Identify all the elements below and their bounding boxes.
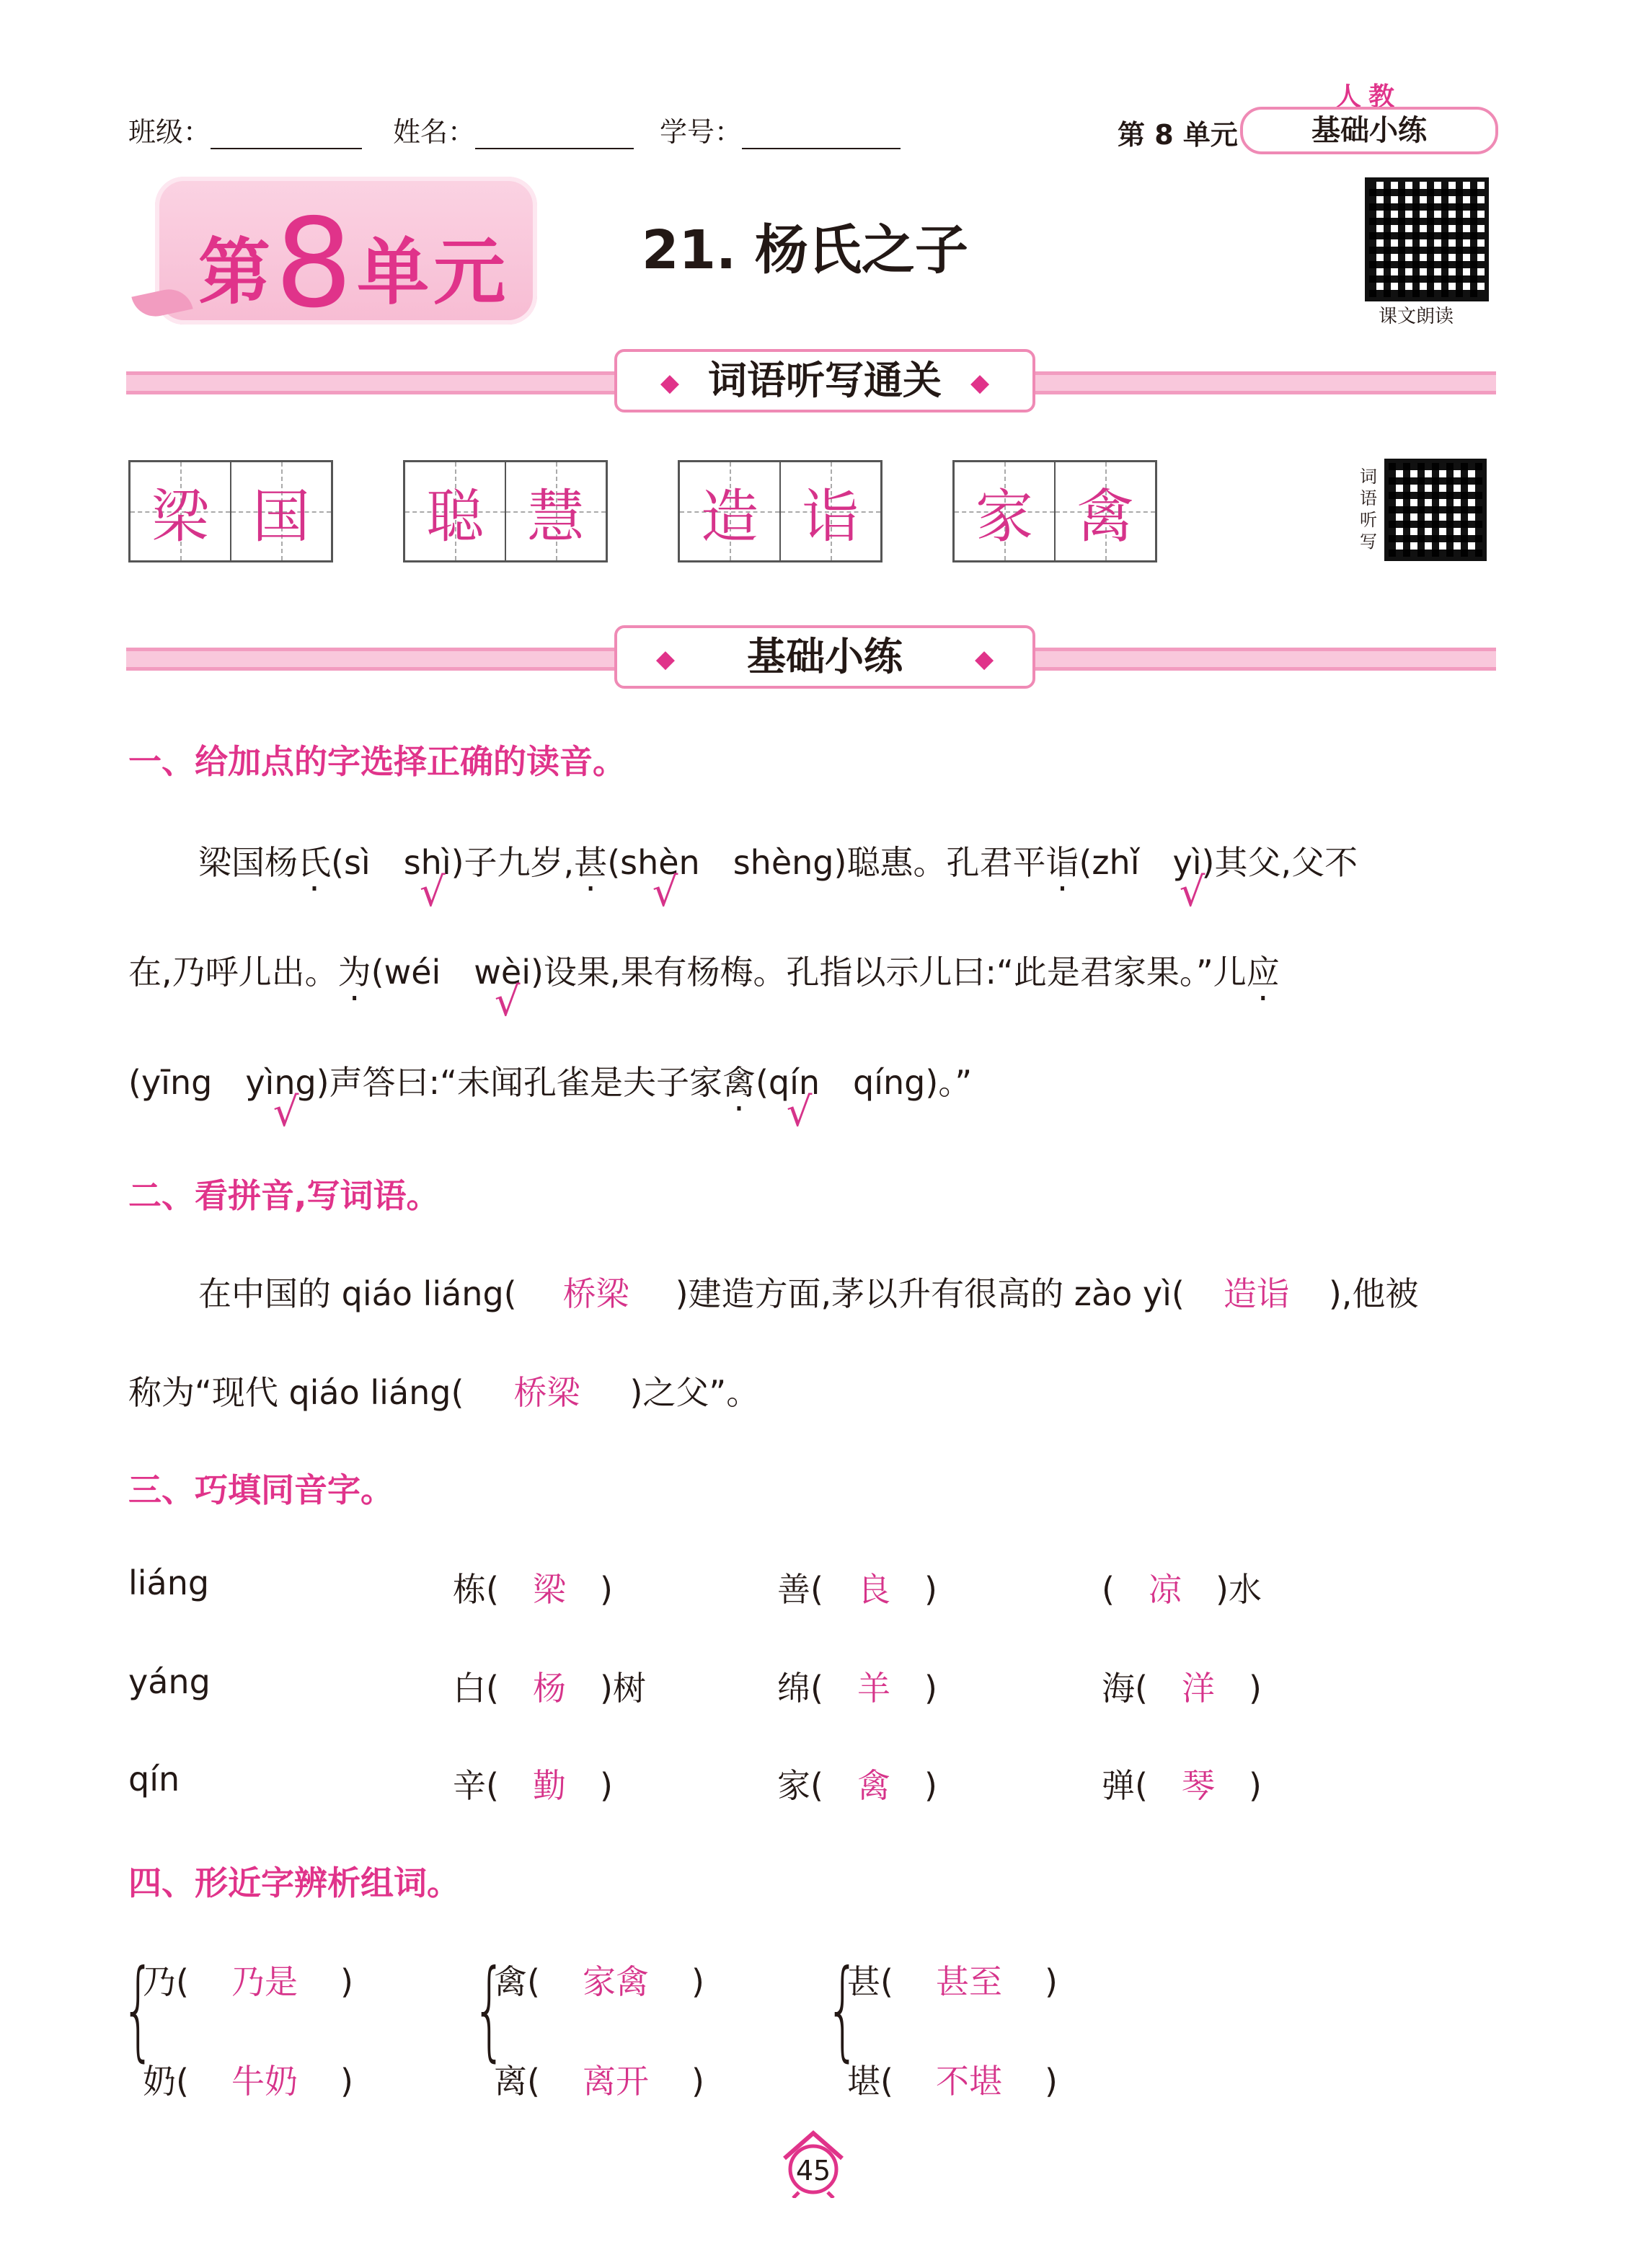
- answer-text[interactable]: 禽: [857, 1766, 890, 1805]
- qr-code-dictation-icon[interactable]: [1384, 459, 1487, 561]
- word-grid: [128, 460, 333, 562]
- check-mark-icon: √: [786, 1089, 813, 1136]
- unit-label: 第 8 单元: [1118, 119, 1238, 151]
- grid-cell: 梁: [130, 462, 231, 560]
- q4-item: 乃( 乃是 ): [143, 1956, 353, 2003]
- question-4-title: 四、形近字辨析组词。: [128, 1863, 460, 1902]
- answer-text[interactable]: 不堪: [935, 2062, 1002, 2101]
- answer-text[interactable]: 良: [857, 1570, 890, 1609]
- leaf-icon: [131, 285, 193, 321]
- class-line[interactable]: [211, 116, 362, 149]
- answer-text[interactable]: 勤: [532, 1766, 566, 1805]
- qr-dictation-label: 词语听写: [1360, 467, 1377, 552]
- answer-text[interactable]: 梁: [532, 1570, 566, 1609]
- check-mark-icon: √: [494, 979, 521, 1025]
- section-dictation-label: 词语听写通关: [708, 358, 942, 403]
- q4-item: 奶( 牛奶 ): [143, 2055, 353, 2103]
- publisher-label: 人教: [1335, 82, 1402, 112]
- grid-cell: 慧: [506, 462, 606, 560]
- series-badge: [1240, 107, 1498, 154]
- unit-badge-text: [198, 193, 510, 335]
- q3-pinyin: liáng: [128, 1563, 210, 1602]
- answer-text[interactable]: 甚至: [935, 1962, 1002, 2001]
- word-grid: [952, 460, 1157, 562]
- answer-text[interactable]: 桥梁: [513, 1373, 580, 1412]
- brace-icon: {: [826, 1947, 860, 2073]
- q3-pinyin: yáng: [128, 1662, 211, 1701]
- class-label: 班级：: [128, 116, 211, 148]
- q4-item: 甚( 甚至 ): [847, 1956, 1058, 2003]
- number-label: 学号：: [660, 116, 743, 148]
- diamond-icon: ◆: [660, 369, 679, 397]
- brace-icon: {: [472, 1947, 507, 2073]
- diamond-icon: ◆: [970, 369, 990, 397]
- grid-cell: 家: [955, 462, 1056, 560]
- q4-item: 禽( 家禽 ): [494, 1956, 704, 2003]
- answer-text[interactable]: 乃是: [231, 1962, 298, 2001]
- check-mark-icon: √: [273, 1089, 299, 1136]
- diamond-icon: ◆: [655, 645, 675, 674]
- answer-text[interactable]: 洋: [1181, 1669, 1215, 1708]
- q3-item: 绵( 羊 ): [777, 1662, 937, 1710]
- answer-text[interactable]: 造诣: [1223, 1274, 1290, 1313]
- answer-text[interactable]: 家禽: [582, 1962, 649, 2001]
- check-mark-icon: √: [419, 869, 446, 916]
- question-3-title: 三、巧填同音字。: [128, 1470, 394, 1509]
- section-dictation-title: [614, 349, 1035, 412]
- q4-item: 堪( 不堪 ): [847, 2055, 1058, 2103]
- word-grid: [403, 460, 608, 562]
- q3-item: ( 凉 )水: [1102, 1563, 1262, 1611]
- unit-badge-prefix: 第: [198, 230, 275, 314]
- number-line[interactable]: [742, 116, 901, 149]
- grid-cell: 禽: [1056, 462, 1155, 560]
- answer-text[interactable]: 桥梁: [562, 1274, 629, 1313]
- q2-line-1: 在中国的 qiáo liáng( 桥梁 )建造方面,茅以升有很高的 zào yì( 造诣 ),他被: [198, 1268, 1418, 1315]
- q4-item: 离( 离开 ): [494, 2055, 704, 2103]
- grid-cell: 国: [231, 462, 331, 560]
- answer-text[interactable]: 羊: [857, 1669, 890, 1708]
- page-number-badge: [777, 2126, 849, 2198]
- class-field: [128, 110, 362, 149]
- q3-pinyin: qín: [128, 1760, 180, 1799]
- q3-item: 弹( 琴 ): [1102, 1760, 1262, 1807]
- q1-line-3: (yīng yìng √ )声答曰:“未闻孔雀是夫子家禽(qín √ qíng)。”: [128, 1063, 973, 1136]
- answer-text[interactable]: 杨: [532, 1669, 566, 1708]
- name-line[interactable]: [475, 116, 634, 149]
- grid-cell: 聪: [405, 462, 506, 560]
- series-label: 基础小练: [1311, 114, 1427, 147]
- q3-item: 栋( 梁 ): [453, 1563, 613, 1611]
- unit-badge-number: 8: [275, 193, 358, 335]
- diamond-icon: ◆: [975, 645, 994, 674]
- q3-item: 海( 洋 ): [1102, 1662, 1262, 1710]
- q3-item: 善( 良 ): [777, 1563, 937, 1611]
- unit-badge-suffix: 单元: [357, 230, 510, 314]
- question-1-title: 一、给加点的字选择正确的读音。: [128, 742, 626, 781]
- grid-cell: 诣: [781, 462, 880, 560]
- q3-item: 辛( 勤 ): [453, 1760, 613, 1807]
- number-field: [660, 110, 901, 149]
- question-2-title: 二、看拼音,写词语。: [128, 1176, 440, 1215]
- grid-cell: 造: [680, 462, 781, 560]
- check-mark-icon: √: [1179, 869, 1205, 916]
- name-label: 姓名：: [393, 116, 476, 148]
- unit-badge: [155, 177, 537, 335]
- q1-line-2: 在,乃呼儿出。为(wéi wèi √ )设果,果有杨梅。孔指以示儿曰:“此是君家果。”儿应: [128, 953, 1280, 1025]
- q2-line-2: 称为“现代 qiáo liáng( 桥梁 )之父”。: [128, 1367, 759, 1414]
- check-mark-icon: √: [652, 869, 678, 916]
- section-practice-title: [614, 625, 1035, 689]
- answer-text[interactable]: 牛奶: [231, 2062, 298, 2101]
- answer-text[interactable]: 离开: [582, 2062, 649, 2101]
- qr-code-icon[interactable]: [1365, 177, 1489, 301]
- answer-text[interactable]: 凉: [1148, 1570, 1182, 1609]
- answer-text[interactable]: 琴: [1181, 1766, 1215, 1805]
- qr-reading-label: 课文朗读: [1379, 306, 1454, 327]
- q3-item: 白( 杨 )树: [453, 1662, 646, 1710]
- brace-icon: {: [121, 1947, 156, 2073]
- name-field: [393, 110, 634, 149]
- lesson-title: 21. 杨氏之子: [642, 219, 968, 281]
- q1-line-1: 梁国杨氏(sì shì √ )子九岁,甚(shèn √ shèng)聪惠。孔君平诣(zhǐ yì √ )其父,父不: [198, 843, 1358, 916]
- word-grid: [678, 460, 882, 562]
- section-practice-label: 基础小练: [747, 634, 903, 679]
- q3-item: 家( 禽 ): [777, 1760, 937, 1807]
- page-number: 45: [795, 2155, 831, 2187]
